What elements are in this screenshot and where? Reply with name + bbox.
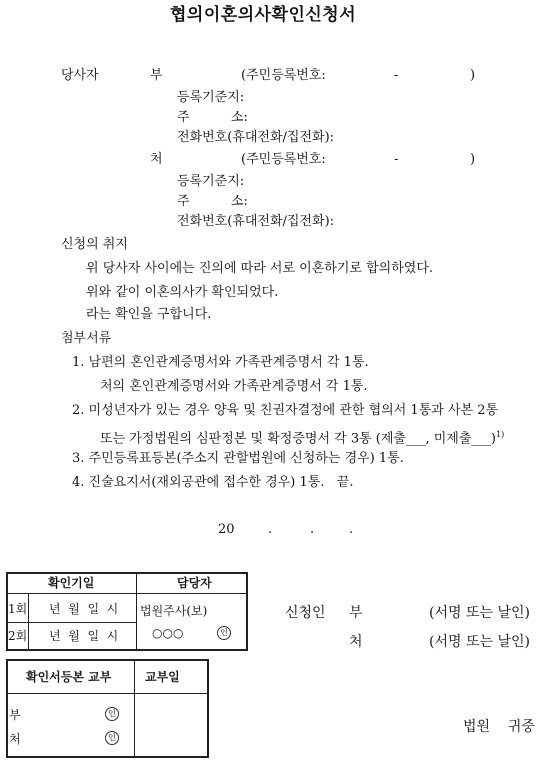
wife-registry-label: 등록기준지: xyxy=(177,174,245,189)
delivery-wife-seal-mark: 인 xyxy=(105,731,119,745)
purpose-line-1: 위 당사자 사이에는 진의에 따라 서로 이혼하기로 합의하였다. xyxy=(86,261,434,276)
court-addressee: 법원 귀중 xyxy=(463,719,535,735)
date-sep-1: . xyxy=(268,522,273,537)
wife-resident-no-label: (주민등록번호: xyxy=(241,152,326,167)
husband-resident-dash: - xyxy=(394,68,399,83)
delivery-col-divider xyxy=(134,659,135,758)
applicant-wife-sign: (서명 또는 날인) xyxy=(429,634,530,650)
parties-label: 당사자 xyxy=(61,68,99,83)
footnote-marker: 1) xyxy=(496,430,505,439)
husband-role: 부 xyxy=(150,68,163,83)
date-sep-2: . xyxy=(310,522,315,537)
wife-resident-dash: - xyxy=(394,152,399,167)
husband-address-label: 주 소: xyxy=(177,110,248,125)
applicant-label: 신청인 xyxy=(285,605,326,621)
delivery-wife-seal-icon xyxy=(105,730,119,746)
applicant-husband: 부 xyxy=(349,605,363,621)
confirm-row-2-date: 년 월 일 시 xyxy=(49,629,119,643)
husband-phone-label: 전화번호(휴대전화/집전화): xyxy=(177,130,335,145)
confirm-row-1-date: 년 월 일 시 xyxy=(49,602,119,616)
husband-registry-label: 등록기준지: xyxy=(177,90,245,105)
officer-seal-icon xyxy=(217,625,231,641)
attachment-item-2: 2. 미성년자가 있는 경우 양육 및 친권자결정에 관한 협의서 1통과 사본 2통 xyxy=(72,403,499,418)
applicant-husband-sign: (서명 또는 날인) xyxy=(429,605,530,621)
attachment-item-2b-text: 또는 가정법원의 심판정본 및 확정증명서 각 3통 (제출___, 미제출___) xyxy=(100,431,496,447)
purpose-line-2: 위와 같이 이혼의사가 확인되었다. xyxy=(86,285,279,300)
attachment-item-1b: 처의 혼인관계증명서와 가족관계증명서 각 1통. xyxy=(100,379,368,394)
applicant-wife: 처 xyxy=(349,634,363,650)
delivery-husband-seal-mark: 인 xyxy=(105,707,119,721)
confirm-header-date: 확인기일 xyxy=(48,576,95,590)
attachment-item-1: 1. 남편의 혼인관계증명서와 가족관계증명서 각 1통. xyxy=(72,355,369,370)
attachment-item-3: 3. 주민등록표등본(주소지 관할법원에 신청하는 경우) 1통. xyxy=(72,451,404,466)
delivery-husband: 부 xyxy=(9,708,21,722)
date-sep-3: . xyxy=(349,522,354,537)
delivery-header-copy: 확인서등본 교부 xyxy=(26,670,112,684)
confirm-col-divider xyxy=(136,572,137,651)
confirm-row-divider xyxy=(6,622,137,623)
confirm-row-2-no: 2회 xyxy=(8,629,28,643)
delivery-header-date: 교부일 xyxy=(145,670,180,684)
purpose-line-3: 라는 확인을 구합니다. xyxy=(86,307,212,322)
wife-phone-label: 전화번호(휴대전화/집전화): xyxy=(177,214,335,229)
wife-role: 처 xyxy=(150,152,163,167)
delivery-header-divider xyxy=(6,693,209,694)
confirm-row-1-no: 1회 xyxy=(8,602,28,616)
wife-resident-close: ) xyxy=(470,152,476,167)
husband-resident-close: ) xyxy=(470,68,476,83)
date-year: 20 xyxy=(218,522,235,537)
officer-name: ○○○ xyxy=(152,626,184,640)
attachment-item-2b xyxy=(100,427,504,447)
confirm-header-officer: 담당자 xyxy=(177,576,212,590)
confirm-header-divider xyxy=(6,593,248,594)
delivery-wife: 처 xyxy=(9,732,21,746)
document-title: 협의이혼의사확인신청서 xyxy=(170,5,357,25)
husband-resident-no-label: (주민등록번호: xyxy=(241,68,326,83)
delivery-husband-seal-icon xyxy=(105,706,119,722)
attachment-item-4: 4. 진술요지서(재외공관에 접수한 경우) 1통. 끝. xyxy=(72,475,354,490)
wife-address-label: 주 소: xyxy=(177,194,248,209)
confirm-no-divider xyxy=(28,594,29,651)
officer-seal-mark: 인 xyxy=(217,626,231,640)
officer-title: 법원주사(보) xyxy=(140,604,208,618)
purpose-heading: 신청의 취지 xyxy=(61,237,128,252)
attachments-heading: 첨부서류 xyxy=(61,331,112,346)
